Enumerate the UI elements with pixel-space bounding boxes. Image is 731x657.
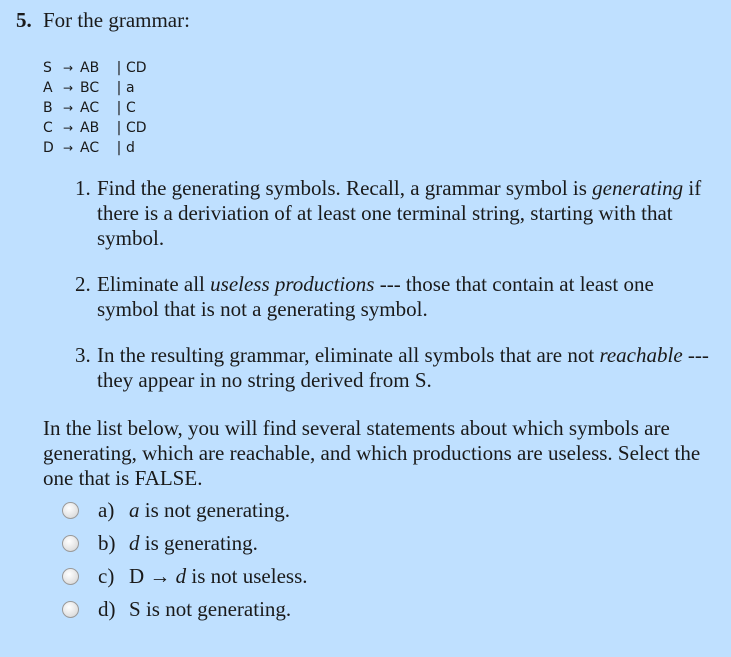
rule-alt: d — [126, 140, 135, 156]
step-term: generating — [592, 176, 684, 200]
step-item — [75, 272, 715, 322]
rule-alt: C — [126, 100, 136, 116]
step-number: 1. — [75, 176, 91, 200]
rule-bar: | — [116, 100, 122, 116]
rule-arrow: → — [62, 141, 74, 155]
option-text: d is generating. — [129, 531, 258, 555]
rule-alt: CD — [126, 120, 147, 136]
grammar-block — [43, 58, 166, 158]
rule-lhs: B — [43, 100, 53, 116]
question-number: 5. — [16, 8, 32, 32]
rule-alt: BC — [80, 80, 100, 96]
step-term: useless productions — [210, 272, 375, 296]
answer-options — [62, 494, 308, 626]
option-letter: a) — [98, 498, 115, 522]
grammar-rule — [43, 98, 166, 118]
option-letter: c) — [98, 564, 115, 588]
grammar-rule — [43, 78, 166, 98]
rule-bar: | — [116, 140, 122, 156]
question-header — [16, 8, 190, 33]
radio-button[interactable] — [62, 535, 79, 552]
option-text: S is not generating. — [129, 597, 292, 621]
rule-alt: AB — [80, 120, 100, 136]
radio-button[interactable] — [62, 601, 79, 618]
rule-alt: AB — [80, 60, 100, 76]
grammar-rule — [43, 118, 166, 138]
rule-alt: a — [126, 80, 135, 96]
rule-alt: AC — [80, 100, 100, 116]
rule-bar: | — [116, 60, 122, 76]
grammar-rule — [43, 138, 166, 158]
option-a[interactable] — [62, 494, 308, 527]
rule-lhs: A — [43, 80, 53, 96]
rule-arrow: → — [62, 121, 74, 135]
option-d[interactable] — [62, 593, 308, 626]
radio-button[interactable] — [62, 502, 79, 519]
rule-lhs: C — [43, 120, 53, 136]
grammar-rule — [43, 58, 166, 78]
rule-alt: CD — [126, 60, 147, 76]
question-prompt: In the list below, you will find several statements about which symbols are generating, which are reachable, and which productions are useless. Select the one that is FALSE. — [43, 416, 701, 490]
step-number: 2. — [75, 272, 91, 296]
option-text: a is not generating. — [129, 498, 290, 522]
option-letter: b) — [98, 531, 116, 555]
option-text: D → d is not useless. — [129, 564, 308, 588]
rule-lhs: D — [43, 140, 54, 156]
rule-arrow: → — [62, 101, 74, 115]
rule-bar: | — [116, 80, 122, 96]
option-c[interactable] — [62, 560, 308, 593]
rule-lhs: S — [43, 60, 52, 76]
step-item — [75, 176, 715, 251]
rule-alt: AC — [80, 140, 100, 156]
step-text: Eliminate all useless productions --- those that contain at least one symbol that is not a generating symbol. — [97, 272, 654, 321]
step-number: 3. — [75, 343, 91, 367]
question-title: For the grammar: — [43, 8, 190, 32]
rule-bar: | — [116, 120, 122, 136]
rule-arrow: → — [62, 81, 74, 95]
step-text: Find the generating symbols. Recall, a grammar symbol is generating if there is a deriviation of at least one terminal string, starting with that symbol. — [97, 176, 702, 250]
step-text: In the resulting grammar, eliminate all symbols that are not reachable --- they appear in no string derived from S. — [97, 343, 709, 392]
rule-arrow: → — [62, 61, 74, 75]
step-term: reachable — [599, 343, 683, 367]
radio-button[interactable] — [62, 568, 79, 585]
step-item — [75, 343, 715, 393]
instruction-steps — [75, 176, 715, 414]
option-letter: d) — [98, 597, 116, 621]
option-b[interactable] — [62, 527, 308, 560]
